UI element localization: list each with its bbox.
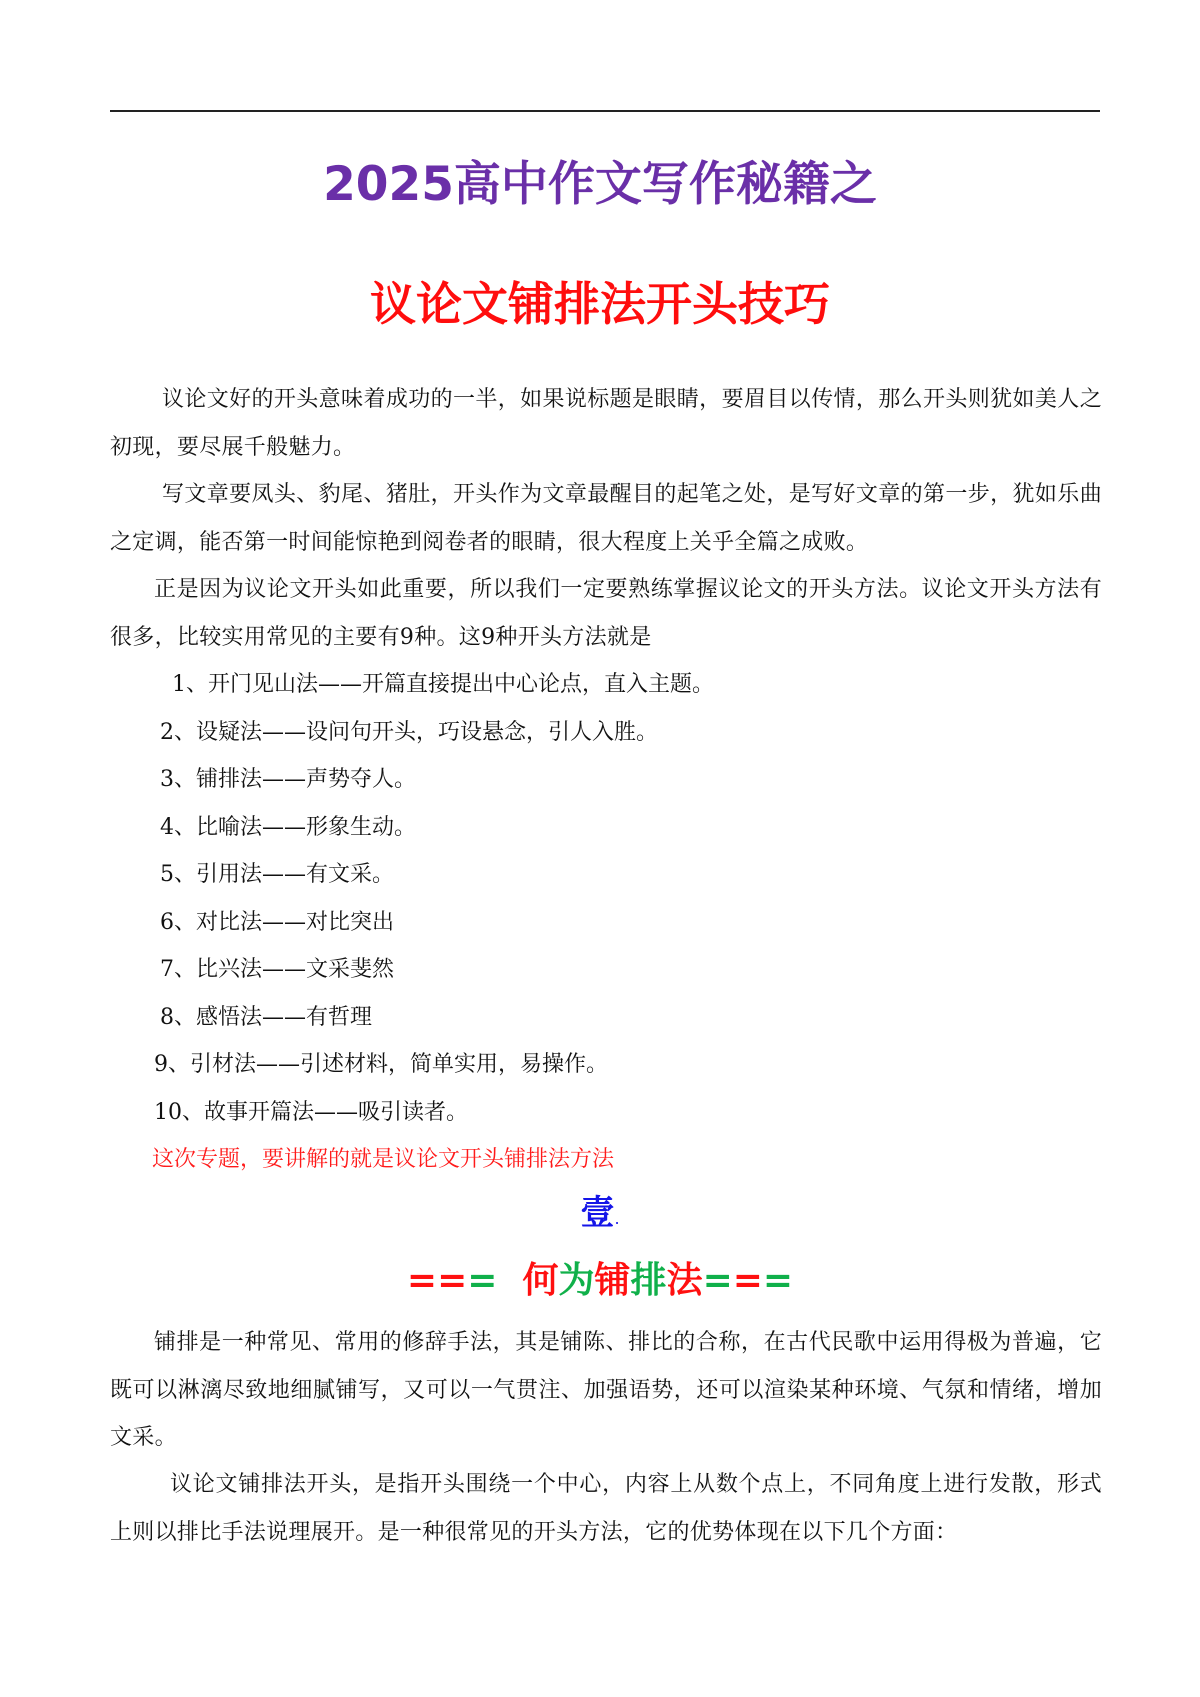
list-item: 6、对比法——对比突出 (160, 909, 394, 935)
list-item: 9、引材法——引述材料，简单实用，易操作。 (154, 1052, 608, 1077)
list-item: 5、引用法——有文采。 (160, 862, 394, 887)
list-item: 4、比喻法——形象生动。 (160, 814, 416, 840)
list-item: 3、铺排法——声势夺人。 (160, 767, 416, 792)
heading-deco-right-2: = (732, 1260, 763, 1301)
heading-char-1: 何 (522, 1260, 559, 1301)
heading-deco-right-3: = (762, 1260, 794, 1301)
intro-paragraph-3: 正是因为议论文开头如此重要，所以我们一定要熟练掌握议论文的开头方法。议论文开头方法有很多，比较实用常见的主要有9种。这9种开头方法就是 (110, 577, 1102, 650)
header-rule (110, 110, 1100, 112)
section-number-text: 壹 (580, 1193, 615, 1233)
list-item: 8、感悟法——有哲理 (160, 1004, 372, 1030)
heading-char-3: 铺 (594, 1260, 631, 1301)
document-subtitle: 议论文铺排法开头技巧 (370, 277, 830, 331)
heading-char-4: 排 (630, 1260, 667, 1301)
heading-deco-right-1: = (702, 1260, 733, 1301)
list-item: 1、开门见山法——开篇直接提出中心论点，直入主题。 (172, 672, 714, 697)
heading-char-5: 法 (666, 1260, 703, 1301)
topic-note: 这次专题，要讲解的就是议论文开头铺排法方法 (152, 1147, 615, 1172)
body-paragraph-1: 铺排是一种常见、常用的修辞手法，其是铺陈、排比的合称，在古代民歌中运用得极为普遍，它既可以淋漓尽致地细腻铺写，又可以一气贯注、加强语势，还可以渲染某种环境、气氛和情绪，增加文采。 (110, 1330, 1102, 1450)
heading-deco-left-1: == (406, 1260, 468, 1301)
list-item: 10、故事开篇法——吸引读者。 (154, 1099, 468, 1125)
section-heading (0, 1253, 1200, 1309)
list-item: 2、设疑法——设问句开头，巧设悬念，引人入胜。 (160, 719, 658, 745)
section-number-dot: . (614, 1209, 620, 1228)
list-item: 7、比兴法——文采斐然 (160, 957, 394, 982)
intro-paragraph-1: 议论文好的开头意味着成功的一半，如果说标题是眼睛，要眉目以传情，那么开头则犹如美人之初现，要尽展千般魅力。 (110, 387, 1102, 460)
heading-deco-left-2: = (467, 1260, 498, 1301)
body-paragraph-2: 议论文铺排法开头，是指开头围绕一个中心，内容上从数个点上，不同角度上进行发散，形式上则以排比手法说理展开。是一种很常见的开头方法，它的优势体现在以下几个方面： (110, 1472, 1102, 1545)
section-number (0, 1188, 1200, 1244)
document-title: 2025高中作文写作秘籍之 (323, 157, 877, 212)
intro-paragraph-2: 写文章要凤头、豹尾、猪肚，开头作为文章最醒目的起笔之处，是写好文章的第一步，犹如乐曲之定调，能否第一时间能惊艳到阅卷者的眼睛，很大程度上关乎全篇之成败。 (110, 482, 1102, 555)
heading-char-2: 为 (558, 1260, 595, 1301)
